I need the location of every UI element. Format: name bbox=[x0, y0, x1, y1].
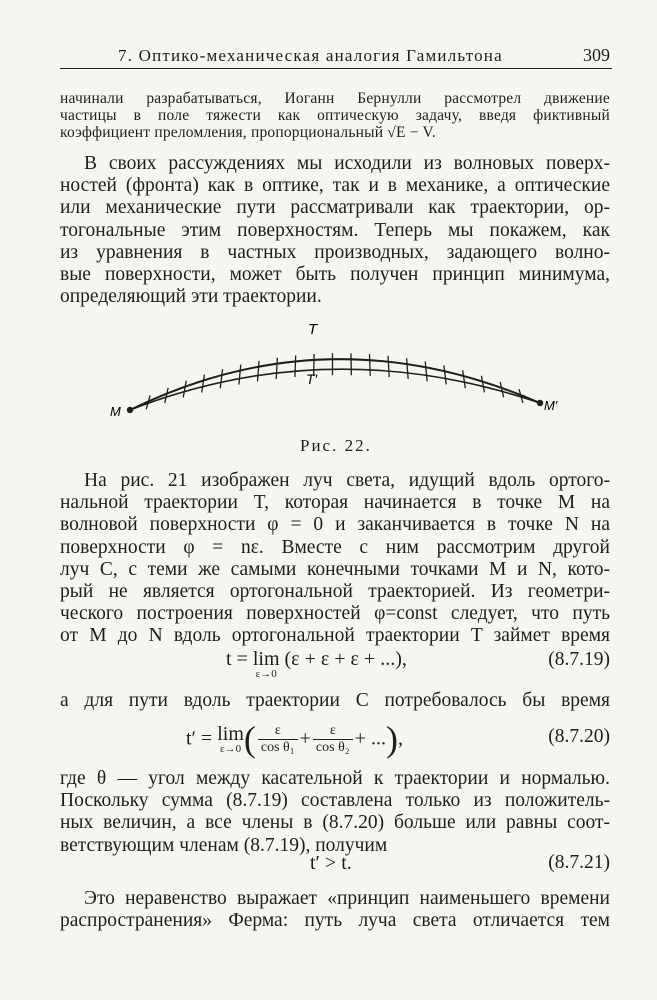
limit-operator bbox=[217, 723, 244, 755]
lim-subscript: ε→0 bbox=[255, 668, 277, 680]
wave-surface-tick bbox=[295, 355, 296, 377]
equation-8-7-19 bbox=[226, 648, 407, 680]
wave-surface-tick bbox=[425, 361, 427, 381]
wave-surface-tick bbox=[239, 365, 241, 385]
wave-surface-tick bbox=[481, 376, 484, 393]
fraction-1 bbox=[258, 723, 298, 756]
text-line: нальной траектории T, которая начинается в точке M на bbox=[60, 492, 610, 514]
equation-8-7-20: t′ = lim ε→0 ( $\frac{\varepsilon}{\text{cos θ₁}}$ + $\frac{\varepsilon}{\text{cos θ₂}}$ + ...), bbox=[186, 719, 403, 759]
lim-text: lim bbox=[217, 723, 244, 745]
footnote-line: коэффициент преломления, пропорциональный √E − V. bbox=[60, 124, 436, 141]
text-line: ностей (фронта) как в оптике, так и в механике, а оптические bbox=[60, 175, 610, 197]
text-line: ветствующим членам (8.7.19), получим bbox=[60, 834, 388, 856]
point-M-prime bbox=[537, 400, 543, 406]
text-line: распространения» Ферма: путь луча света отличается тем bbox=[60, 910, 610, 932]
figure-22 bbox=[100, 318, 570, 433]
text-line: рый не является ортогональной траекторией. Из геометри- bbox=[60, 581, 610, 603]
eq-body: (ε + ε + ε + ...), bbox=[284, 648, 407, 670]
fraction-numerator: ε bbox=[313, 723, 353, 740]
right-paren: ) bbox=[385, 719, 398, 759]
wave-surface-tick bbox=[183, 381, 186, 398]
fraction-denominator: cos θ₁ bbox=[260, 739, 295, 755]
lim-text: lim bbox=[252, 648, 280, 670]
curve-T-prime bbox=[130, 369, 540, 410]
text-line: тогональные этим поверхностям. Теперь мы покажем, как bbox=[60, 219, 610, 241]
wave-surface-tick bbox=[369, 354, 370, 376]
wave-surface-tick bbox=[463, 370, 466, 388]
text-line: ных величин, а все члены в (8.7.20) больше или равны соот- bbox=[60, 812, 610, 834]
text-line: В своих рассуждениях мы исходили из волновых поверх- bbox=[84, 153, 610, 174]
label-T-prime: T′ bbox=[306, 371, 318, 387]
text-line: вые поверхности, может быть получен принцип минимума, bbox=[60, 264, 610, 286]
paragraph-wave-surfaces bbox=[60, 153, 610, 308]
text-line: На рис. 21 изображен луч света, идущий вдоль ортого- bbox=[84, 470, 610, 491]
text-line: волновой поверхности φ = 0 и заканчивается в точке N на bbox=[60, 514, 610, 536]
label-M: M bbox=[110, 404, 121, 419]
point-M bbox=[127, 407, 133, 413]
wave-surface-tick bbox=[220, 369, 222, 388]
lim-subscript: ε→0 bbox=[219, 743, 242, 755]
text-line: луч C, с теми же самыми конечными точками M и N, кото- bbox=[60, 558, 610, 580]
text-line: поверхности φ = nε. Вместе с ним рассмотрим другой bbox=[60, 536, 610, 558]
paragraph-fermat bbox=[60, 888, 610, 932]
trajectory-diagram bbox=[100, 318, 570, 428]
eq-tail: + ... bbox=[354, 727, 386, 750]
wave-surface-tick bbox=[388, 356, 389, 377]
equation-8-7-21: t′ > t. bbox=[310, 852, 352, 874]
running-header bbox=[60, 46, 612, 69]
fraction-2 bbox=[313, 723, 353, 756]
footnote-line: частицы в поле тяжести как оптическую задачу, введя фиктивный bbox=[60, 107, 610, 124]
equation-number: (8.7.21) bbox=[548, 852, 610, 873]
wave-surface-tick bbox=[165, 388, 168, 403]
wave-surface-tick bbox=[276, 358, 277, 379]
limit-operator bbox=[253, 648, 280, 680]
chapter-title: 7. Оптико-механическая аналогия Гамильтона bbox=[118, 46, 503, 65]
label-T: T bbox=[308, 321, 318, 338]
fraction-denominator: cos θ₂ bbox=[315, 739, 350, 755]
paragraph-comparison bbox=[60, 768, 610, 857]
text-line: от M до N вдоль ортогональной траектории T займет время bbox=[60, 625, 610, 647]
wave-surface-tick bbox=[444, 365, 446, 384]
left-paren: ( bbox=[243, 719, 256, 759]
eq-lhs: t′ = bbox=[186, 727, 213, 750]
text-line: из уравнения в частных производных, задающего волно- bbox=[60, 241, 610, 263]
wave-surface-tick bbox=[500, 382, 503, 397]
text-between-equations bbox=[60, 690, 610, 712]
paragraph-ray-description bbox=[60, 470, 610, 648]
text-line: или механические пути рассматривали как траектории, ор- bbox=[60, 197, 610, 219]
footnote-paragraph bbox=[60, 90, 610, 141]
text-line: где θ — угол между касательной к траектории и нормалью. bbox=[60, 768, 610, 789]
fraction-numerator: ε bbox=[258, 723, 298, 740]
wave-surface-tick bbox=[407, 358, 409, 379]
text-line: а для пути вдоль траектории C потребовалось бы время bbox=[60, 690, 610, 711]
page-number: 309 bbox=[583, 45, 610, 65]
equation-number: (8.7.19) bbox=[548, 649, 610, 670]
eq-comma: , bbox=[397, 727, 403, 750]
equation-number: (8.7.20) bbox=[548, 726, 610, 747]
text-line: Это неравенство выражает «принцип наименьшего времени bbox=[84, 888, 610, 909]
figure-caption: Рис. 22. bbox=[300, 436, 372, 455]
footnote-line: начинали разрабатываться, Иоганн Бернулли рассмотрел движение bbox=[60, 90, 610, 107]
text-line: ческого построения поверхностей φ=const следует, что путь bbox=[60, 603, 610, 625]
eq-lhs: t = bbox=[226, 648, 248, 670]
text-line: определяющий эти траектории. bbox=[60, 286, 322, 308]
text-line: Поскольку сумма (8.7.19) составлена только из положитель- bbox=[60, 790, 610, 812]
wave-surface-ticks bbox=[146, 353, 523, 409]
label-M-prime: M′ bbox=[544, 398, 558, 413]
wave-surface-tick bbox=[202, 375, 205, 393]
wave-surface-tick bbox=[258, 361, 260, 382]
